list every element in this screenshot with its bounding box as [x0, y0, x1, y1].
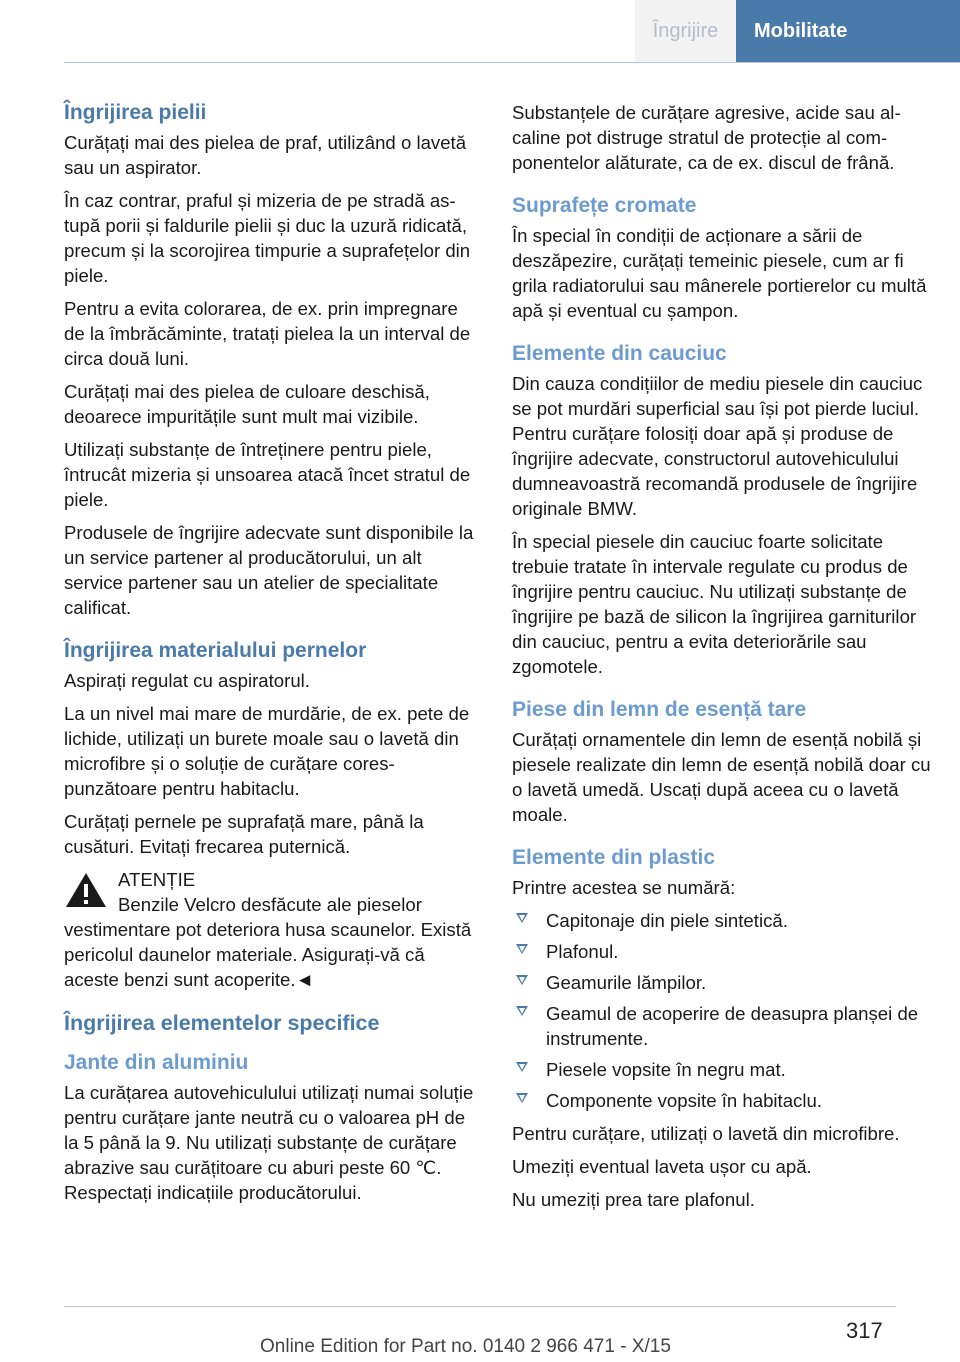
- heading-hardwood-parts: Piese din lemn de esență tare: [512, 698, 807, 721]
- header-divider: [64, 62, 960, 63]
- footer-divider: [64, 1306, 896, 1307]
- list-item: Geamurile lămpilor.: [512, 970, 932, 995]
- heading-aluminium-rims: Jante din aluminiu: [64, 1051, 249, 1074]
- paragraph: Aspirați regulat cu aspiratorul.: [64, 670, 310, 691]
- left-column: [64, 100, 480, 1213]
- list-item: Plafonul.: [512, 939, 932, 964]
- paragraph: Substanțele de curățare agresive, acide sau alcaline pot distruge stratul de protecție al componentelor alăturate, ca de ex. discul de frână.: [512, 102, 901, 173]
- paragraph: În special în condiții de acționare a sării de deszăpezire, curățați temeinic piesele, cum ar fi grila radiatorului sau mânerele portierelor cu multă apă și eventual cu șampon.: [512, 225, 927, 321]
- header-bar: [0, 0, 960, 62]
- paragraph: Curățați pernele pe suprafață mare, până la cusături. Evitați frecarea puternică.: [64, 811, 424, 857]
- paragraph: La curățarea autovehiculului utilizați numai soluție pentru curățare jante neutră cu o valoarea pH de la 5 până la 9. Nu utilizați substanțe de curățare abrazive sau curățitoare cu aburi peste 60 ℃. Respectați indicațiile producătorului.: [64, 1082, 474, 1203]
- list-item: Geamul de acoperire de deasupra planșei de instrumente.: [512, 1001, 932, 1051]
- footer-edition: Online Edition for Part no. 0140 2 966 471 - X/15: [260, 1336, 671, 1357]
- warning-icon: [64, 871, 108, 909]
- paragraph: Pentru curățare, utilizați o lavetă din microfibre.: [512, 1123, 900, 1144]
- bullet-triangle-icon: [516, 1006, 528, 1016]
- tab-mobilitate[interactable]: Mobilitate: [736, 0, 960, 62]
- tab-ingrijire[interactable]: Îngrijire: [635, 0, 736, 62]
- bullet-triangle-icon: [516, 1062, 528, 1072]
- bullet-triangle-icon: [516, 913, 528, 923]
- heading-rubber-elements: Elemente din cauciuc: [512, 342, 727, 365]
- warning-first-line: Benzile Velcro desfăcute ale pieselor: [118, 894, 422, 915]
- heading-chrome-surfaces: Suprafețe cromate: [512, 194, 697, 217]
- page-number: 317: [846, 1318, 883, 1343]
- paragraph: Nu umeziți prea tare plafonul.: [512, 1189, 755, 1210]
- right-column: [512, 100, 932, 1220]
- heading-specific-elements: Îngrijirea elementelor specifice: [64, 1011, 380, 1035]
- paragraph: Produsele de îngrijire adecvate sunt disponibile la un service partener al producătorului, un alt service partener sau un atelier de specialitate calificat.: [64, 522, 474, 618]
- plastic-list: [512, 908, 932, 1113]
- paragraph: Utilizați substanțe de întreținere pentru piele, întrucât mizeria și unsoarea atacă încet stratul de piele.: [64, 439, 471, 510]
- paragraph: Curățați mai des pielea de praf, utilizând o lavetă sau un aspirator.: [64, 132, 467, 178]
- paragraph: Curățați ornamentele din lemn de esență nobilă și piesele realizate din lemn de esență nobilă doar cu o lavetă umedă. Uscați după aceea cu o lavetă moale.: [512, 729, 931, 825]
- bullet-triangle-icon: [516, 975, 528, 985]
- heading-cushion-care: Îngrijirea materialului pernelor: [64, 639, 367, 662]
- paragraph: La un nivel mai mare de murdărie, de ex. pete de lichide, utilizați un burete moale sau o lavetă din microfibre și o soluție de curățare corespunzătoare pentru habitaclu.: [64, 703, 470, 799]
- heading-leather-care: Îngrijirea pielii: [64, 101, 207, 124]
- bullet-triangle-icon: [516, 944, 528, 954]
- bullet-triangle-icon: [516, 1093, 528, 1103]
- warning-text: vestimentare pot deteriora husa scaunelor. Există pericolul daunelor materiale. Asigurați-vă că aceste benzi sunt acoperite.◄: [64, 919, 472, 990]
- list-item: Piesele vopsite în negru mat.: [512, 1057, 932, 1082]
- paragraph: Din cauza condițiilor de mediu piesele din cauciuc se pot murdări superficial sau își pot pierde luciul. Pentru curățare folosiți doar apă și produse de îngrijire adecvate, constructorul autovehiculului dumneavoastră recomandă produsele de îngrijire originale BMW.: [512, 373, 923, 519]
- list-item: Capitonaje din piele sintetică.: [512, 908, 932, 933]
- heading-plastic-elements: Elemente din plastic: [512, 846, 716, 869]
- paragraph: În caz contrar, praful și mizeria de pe stradă astupă porii și faldurile pielii și duc la uzură ridicată, precum și la scorojirea timpurie a suprafețelor din piele.: [64, 190, 471, 286]
- paragraph: Printre acestea se numără:: [512, 877, 736, 898]
- paragraph: În special piesele din cauciuc foarte solicitate trebuie tratate în intervale regulate cu produs de îngrijire pentru cauciuc. Nu utilizați substanțe de îngrijire pe bază de silicon la îngrijirea garniturilor din cauciuc, pentru a evita deteriorările sau zgomotele.: [512, 531, 917, 677]
- paragraph: Umeziți eventual laveta ușor cu apă.: [512, 1156, 812, 1177]
- paragraph: Pentru a evita colorarea, de ex. prin impregnare de la îmbrăcăminte, tratați pielea la un interval de circa două luni.: [64, 298, 471, 369]
- list-item: Componente vopsite în habitaclu.: [512, 1088, 932, 1113]
- warning-box: [64, 867, 480, 992]
- paragraph: Curățați mai des pielea de culoare deschisă, deoarece impuritățile sunt mult mai vizibile.: [64, 381, 430, 427]
- warning-title: ATENȚIE: [118, 869, 196, 890]
